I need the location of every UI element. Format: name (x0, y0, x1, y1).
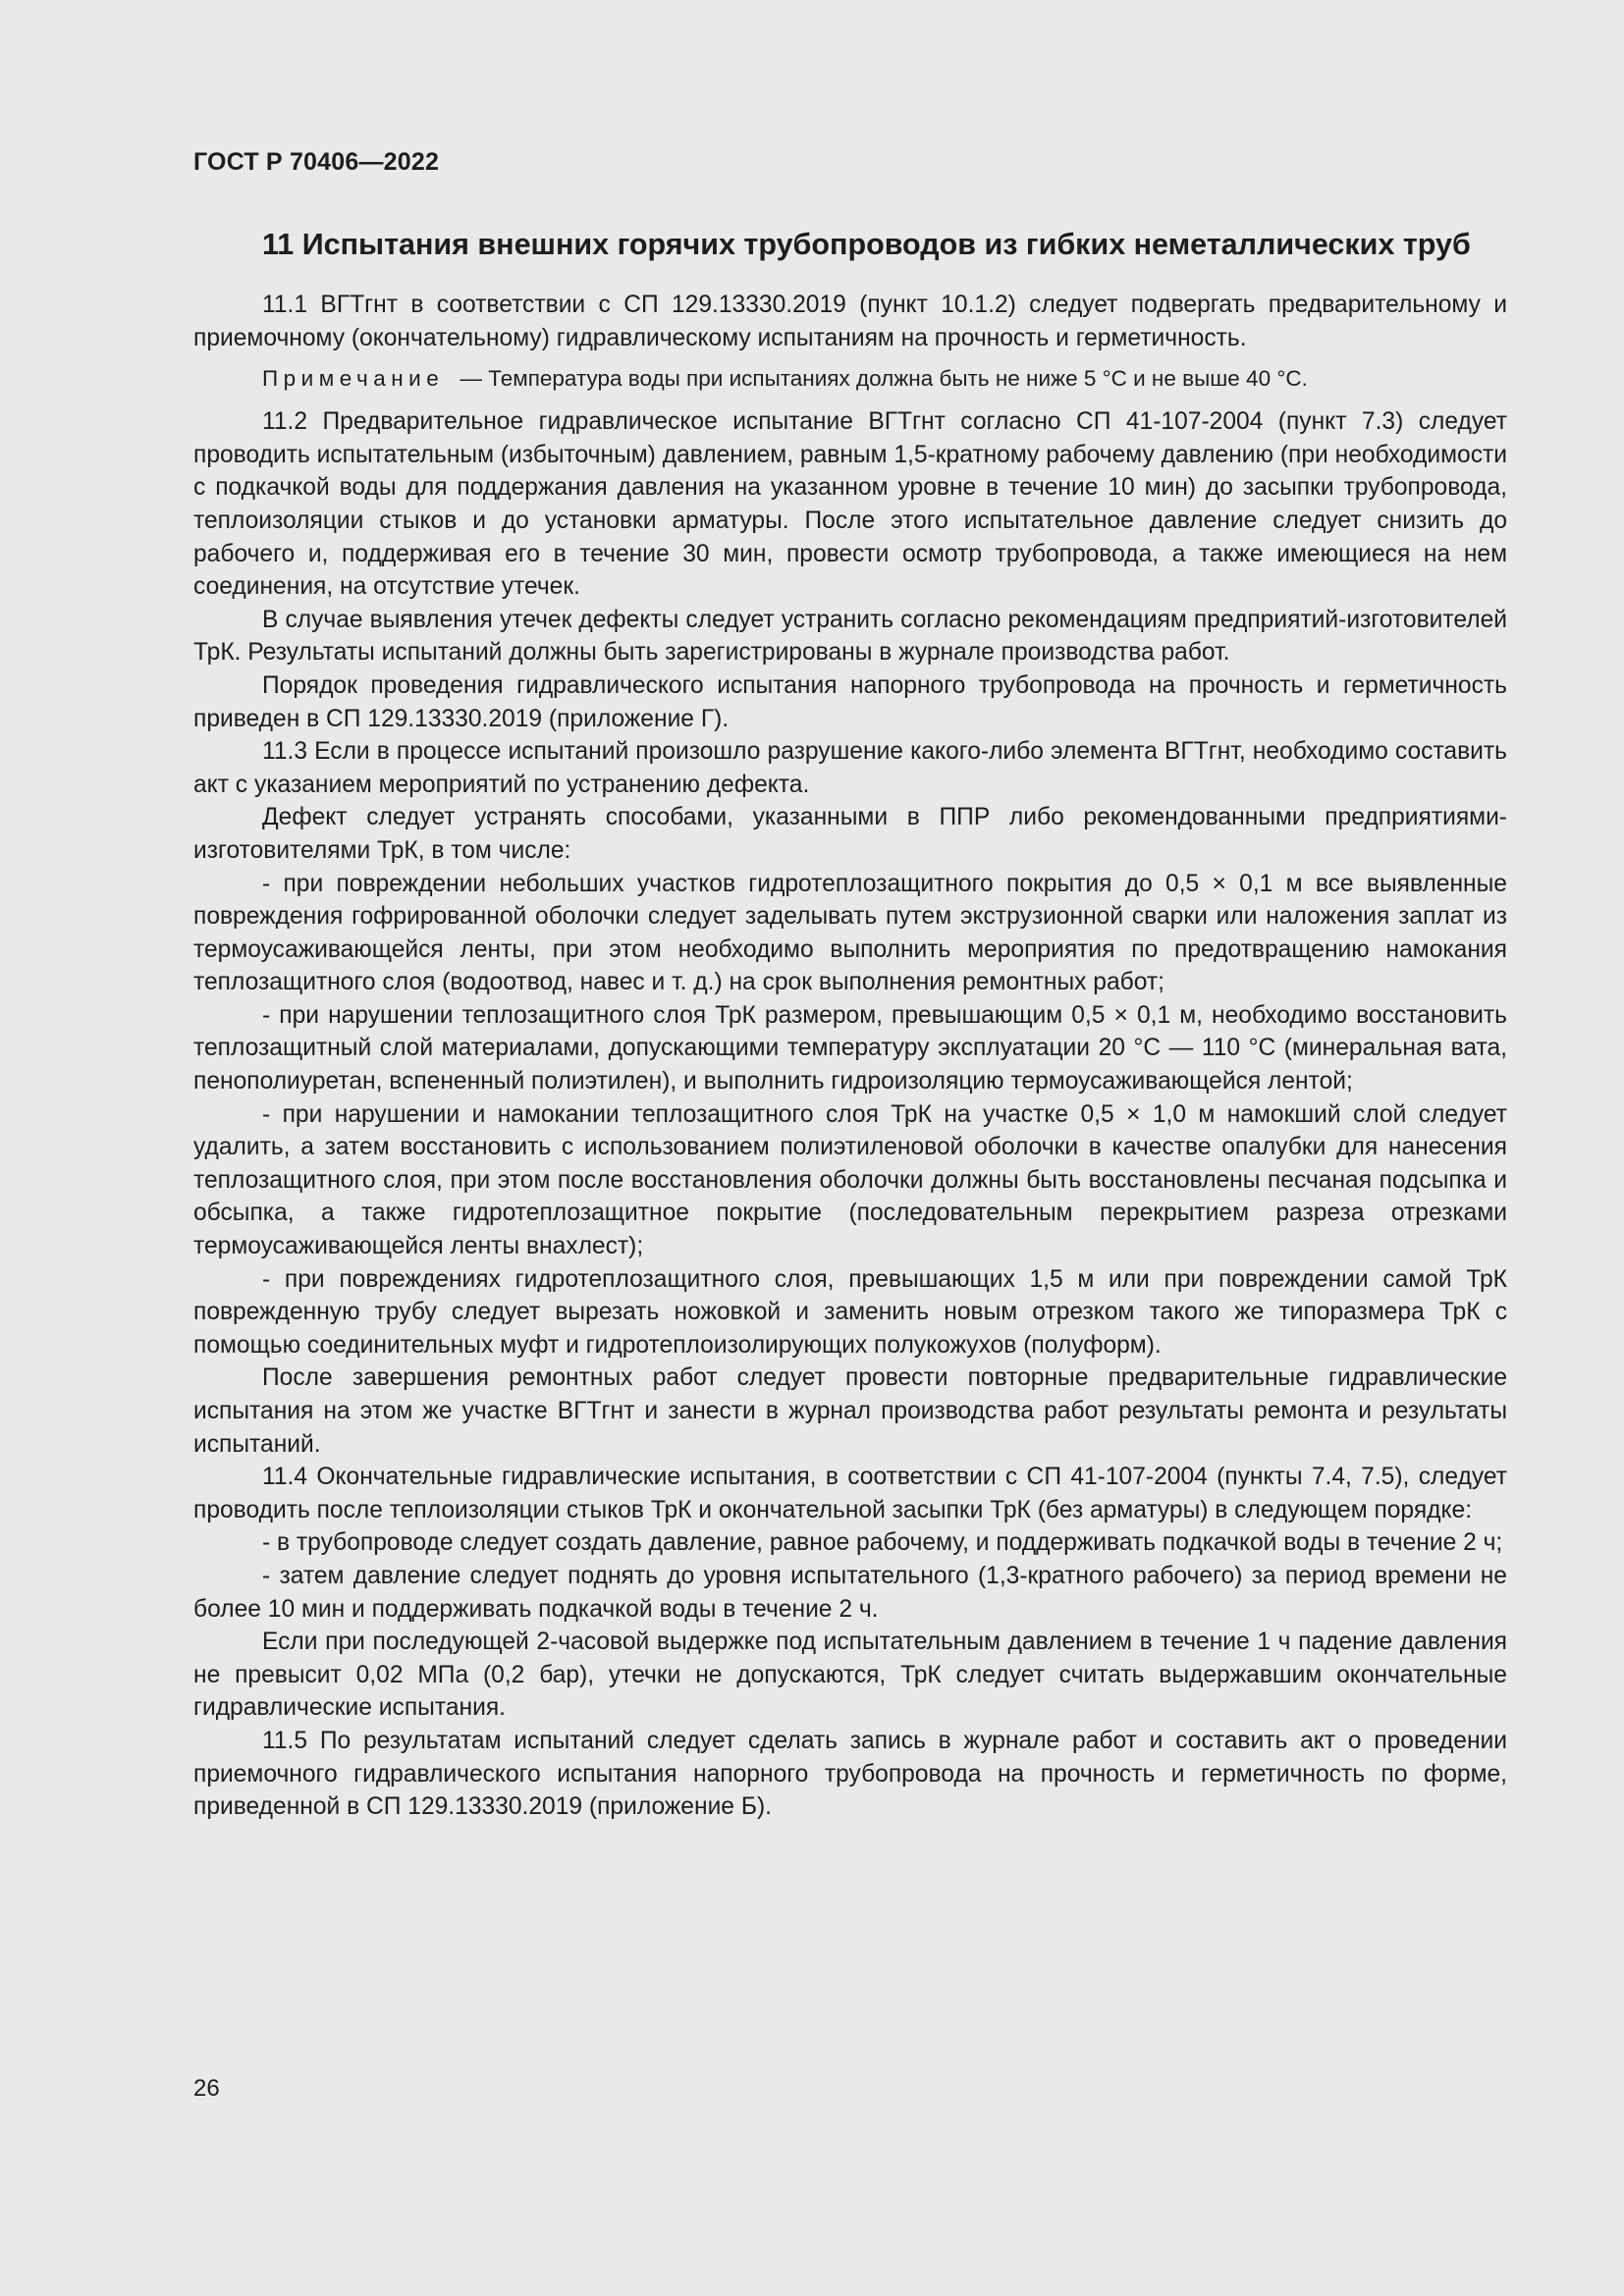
paragraph: Порядок проведения гидравлического испытания напорного трубопровода на прочность и герметичность приведен в СП 129.13330.2019 (приложение Г). (193, 671, 1507, 732)
list-item: - при нарушении теплозащитного слоя ТрК размером, превышающим 0,5 × 0,1 м, необходимо восстановить теплозащитный слой материалами, допускающими температуру эксплуатации 20 °С — 110 °С (минеральная вата, пенополиуретан, вспененный полиэтилен), и выполнить гидроизоляцию термоусаживающейся лентой; (193, 1001, 1507, 1095)
paragraph: В случае выявления утечек дефекты следует устранить согласно рекомендациям предприятий-изготовителей ТрК. Результаты испытаний должны быть зарегистрированы в журнале производства работ. (193, 606, 1507, 667)
list-item: - в трубопроводе следует создать давление, равное рабочему, и поддерживать подкачкой воды в течение 2 ч; (262, 1529, 1503, 1557)
list-item: - при повреждениях гидротеплозащитного слоя, превышающих 1,5 м или при повреждении самой ТрК поврежденную трубу следует вырезать ножовкой и заменить новым отрезком такого же типоразмера ТрК с помощью соединительных муфт и гидротеплоизолирующих полукожухов (полуформ). (193, 1265, 1507, 1359)
paragraph: После завершения ремонтных работ следует провести повторные предварительные гидравлические испытания на этом же участке ВГТгнт и занести в журнал производства работ результаты ремонта и результаты испытаний. (193, 1364, 1507, 1458)
paragraph-11-3: 11.3 Если в процессе испытаний произошло разрушение какого-либо элемента ВГТгнт, необходимо составить акт с указанием мероприятий по устранению дефекта. (193, 738, 1507, 798)
section-title: 11 Испытания внешних горячих трубопроводов из гибких неметаллических труб (262, 228, 1471, 261)
paragraph-11-5: 11.5 По результатам испытаний следует сделать запись в журнале работ и составить акт о проведении приемочного гидравлического испытания напорного трубопровода на прочность и герметичность по форме, приведенной в СП 129.13330.2019 (приложение Б). (193, 1727, 1507, 1821)
list-item: - при нарушении и намокании теплозащитного слоя ТрК на участке 0,5 × 1,0 м намокший слой следует удалить, а затем восстановить с использованием полиэтиленовой оболочки в качестве опалубки для нанесения теплозащитного слоя, при этом после восстановления оболочки должны быть восстановлены песчаная подсыпка и обсыпка, а также гидротеплозащитное покрытие (последовательным перекрытием разреза отрезками термоусаживающейся ленты внахлест); (193, 1100, 1507, 1260)
note (193, 362, 1507, 396)
paragraph-11-1: 11.1 ВГТгнт в соответствии с СП 129.13330.2019 (пункт 10.1.2) следует подвергать предварительному и приемочному (окончательному) гидравлическому испытаниям на прочность и герметичность. (193, 292, 1507, 351)
page-number: 26 (193, 2075, 220, 2102)
paragraph-11-4: 11.4 Окончательные гидравлические испытания, в соответствии с СП 41-107-2004 (пункты 7.4, 7.5), следует проводить после теплоизоляции стыков ТрК и окончательной засыпки ТрК (без арматуры) в следующем порядке: (193, 1464, 1507, 1523)
note-label: Примечание (262, 366, 445, 392)
note-text: — Температура воды при испытаниях должна быть не ниже 5 °С и не выше 40 °С. (460, 366, 1308, 392)
paragraph: Если при последующей 2-часовой выдержке под испытательным давлением в течение 1 ч падение давления не превысит 0,02 МПа (0,2 бар), утечки не допускаются, ТрК следует считать выдержавшим окончательные гидравлические испытания. (193, 1629, 1507, 1722)
paragraph: Дефект следует устранять способами, указанными в ППР либо рекомендованными предприятиями-изготовителями ТрК, в том числе: (193, 804, 1507, 864)
section-body (193, 222, 1507, 1824)
list-item: - затем давление следует поднять до уровня испытательного (1,3-кратного рабочего) за период времени не более 10 мин и поддерживать подкачкой воды в течение 2 ч. (193, 1562, 1507, 1623)
document-code: ГОСТ Р 70406—2022 (193, 148, 440, 176)
list-item: - при повреждении небольших участков гидротеплозащитного покрытия до 0,5 × 0,1 м все выявленные повреждения гофрированной оболочки следует заделывать путем экструзионной сварки или наложения заплат из термоусаживающейся ленты, при этом необходимо выполнить мероприятия по предотвращению намокания теплозащитного слоя (водоотвод, навес и т. д.) на срок выполнения ремонтных работ; (193, 870, 1507, 996)
paragraph-11-2: 11.2 Предварительное гидравлическое испытание ВГТгнт согласно СП 41-107-2004 (пункт 7.3) следует проводить испытательным (избыточным) давлением, равным 1,5-кратному рабочему давлению (при необходимости с подкачкой воды для поддержания давления на указанном уровне в течение 10 мин) до засыпки трубопровода, теплоизоляции стыков и до установки арматуры. После этого испытательное давление следует снизить до рабочего и, поддерживая его в течение 30 мин, провести осмотр трубопровода, а также имеющиеся на нем соединения, на отсутствие утечек. (193, 408, 1507, 601)
